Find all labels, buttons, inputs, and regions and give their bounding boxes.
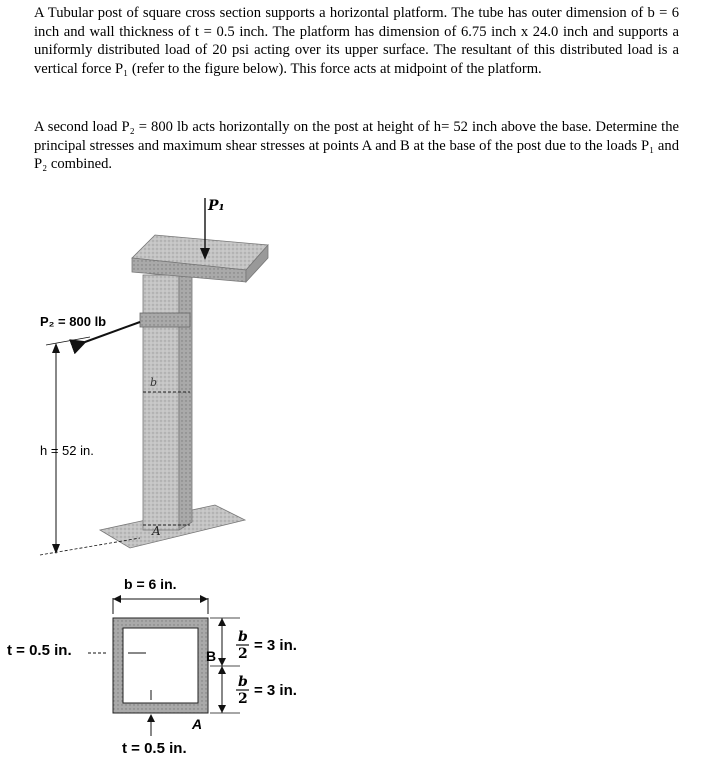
point-b-label: B [206, 648, 217, 664]
problem-paragraph-1: A Tubular post of square cross section supports a horizontal platform. The tube has outer dimension of b = 6 inch and wall thickness of t = 0.5 inch. The platform has dimension of 6.75 inch x 24.0 inch and supports a uniformly distributed load of 20 psi acting over its upper surface. The resultant of this distributed load is a vertical force P₁ (refer to the figure below). This force acts at midpoint of the platform. [34, 5, 679, 77]
half-top-value: = 3 in. [254, 637, 297, 654]
section-b-label: b = 6 in. [124, 576, 177, 592]
point-a-label: A [192, 716, 203, 732]
post-a-label: A [152, 524, 161, 538]
half-bottom-num: b [238, 674, 248, 690]
half-bottom-den: 2 [238, 691, 248, 707]
p1-label: P₁ [208, 198, 225, 214]
section-t-left-label: t = 0.5 in. [7, 642, 72, 659]
section-t-bottom-label: t = 0.5 in. [122, 740, 187, 757]
half-top-den: 2 [238, 646, 248, 662]
p2-label: P₂ = 800 lb [40, 314, 107, 329]
post-b-label: b [150, 376, 158, 389]
half-bottom-value: = 3 in. [254, 682, 297, 699]
post-side [179, 268, 192, 530]
half-top-num: b [238, 629, 248, 645]
cross-section [113, 618, 208, 713]
h-label: h = 52 in. [40, 443, 94, 458]
load-collar [140, 313, 190, 327]
problem-paragraph-2: A second load P₂ = 800 lb acts horizontally on the post at height of h= 52 inch above the base. Determine the principal stresses and maximum shear stresses at points A and B at the base of the post due to the loads P₁ and P₂ combined. [34, 119, 679, 172]
